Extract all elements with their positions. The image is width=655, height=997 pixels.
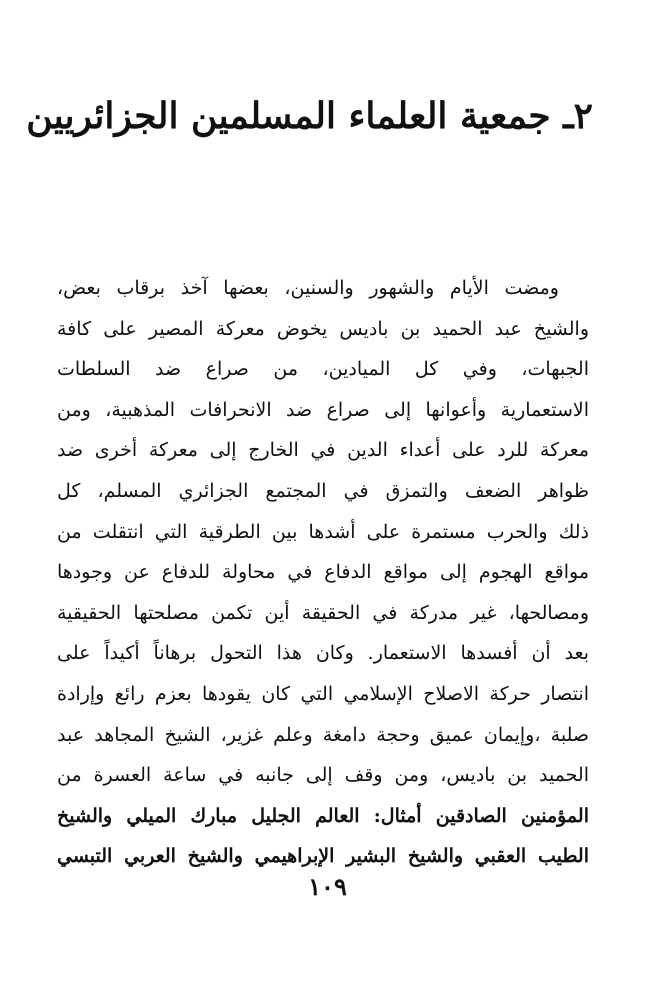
body-paragraph	[57, 268, 589, 877]
paragraph-line: ومضت الأيام والشهور والسنين، بعضها آخذ برقاب بعض،	[57, 277, 559, 299]
chapter-title: ٢ـ جمعية العلماء المسلمين الجزائريين	[26, 95, 593, 137]
paragraph-line: الطيب العقبي والشيخ البشير الإبراهيمي والشيخ العربي التبسي	[57, 845, 589, 868]
paragraph-line: ومصالحها، غير مدركة في الحقيقة أين تكمن مصلحتها الحقيقية	[57, 601, 589, 624]
paragraph-line: ذلك والحرب مستمرة على أشدها بين الطرقية التي انتقلت من	[57, 520, 589, 543]
paragraph-line: والشيخ عبد الحميد بن باديس يخوض معركة المصير على كافة	[57, 317, 589, 340]
paragraph-line: معركة للرد على أعداء الدين في الخارج إلى معركة أخرى ضد	[57, 439, 589, 462]
paragraph-line: صلبة ،وإيمان عميق وحجة دامغة وعلم غزير، الشيخ المجاهد عبد	[57, 723, 589, 746]
paragraph-line: المؤمنين الصادقين أمثال: العالم الجليل مبارك الميلي والشيخ	[57, 804, 589, 827]
paragraph-line: الاستعمارية وأعوانها إلى صراع ضد الانحرافات المذهبية، ومن	[57, 398, 589, 421]
paragraph-line: انتصار حركة الاصلاح الإسلامي التي كان يقودها بعزم رائع وإرادة	[57, 682, 589, 705]
paragraph-line: مواقع الهجوم إلى مواقع الدفاع في محاولة للدفاع عن وجودها	[57, 561, 589, 584]
page-number: ١٠٩	[308, 872, 347, 901]
paragraph-line: ظواهر الضعف والتمزق في المجتمع الجزائري المسلم، كل	[57, 479, 589, 502]
paragraph-line: بعد أن أفسدها الاستعمار. وكان هذا التحول برهاناً أكيداً على	[57, 642, 589, 665]
paragraph-line: الحميد بن باديس، ومن وقف إلى جانبه في ساعة العسرة من	[57, 764, 589, 787]
paragraph-line: الجبهات، وفي كل الميادين، من صراع ضد السلطات	[57, 358, 589, 381]
